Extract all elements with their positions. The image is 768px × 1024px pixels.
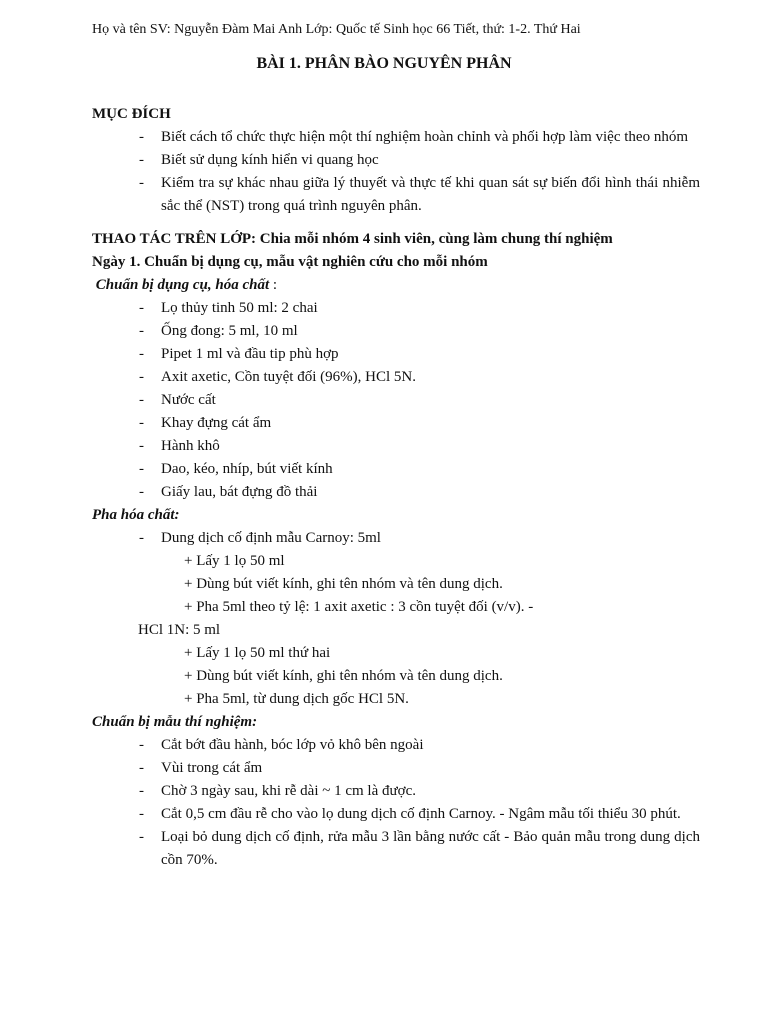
list-item: - Chờ 3 ngày sau, khi rễ dài ~ 1 cm là được. — [92, 780, 700, 803]
step-item: + Lấy 1 lọ 50 ml thứ hai — [184, 645, 331, 661]
list-item: - Pipet 1 ml và đầu tip phù hợp — [92, 343, 700, 366]
carnoy-steps — [92, 550, 700, 619]
list-item: - Hành khô — [92, 435, 700, 458]
student-info-line: Họ và tên SV: Nguyễn Đàm Mai Anh Lớp: Quốc tế Sinh học 66 Tiết, thứ: 1-2. Thứ Hai — [92, 22, 581, 37]
list-item: - Giấy lau, bát đựng đồ thải — [92, 481, 700, 504]
list-item: - Biết cách tổ chức thực hiện một thí nghiệm hoàn chỉnh và phối hợp làm việc theo nhóm — [92, 126, 700, 149]
list-item: - Dung dịch cố định mẫu Carnoy: 5ml — [92, 527, 700, 550]
subheading-dung-cu-colon: : — [269, 277, 278, 293]
subheading-dung-cu-text: Chuẩn bị dụng cụ, hóa chất — [95, 277, 270, 293]
chuan-bi-mau-list — [92, 734, 700, 872]
list-item: - Vùi trong cát ẩm — [92, 757, 700, 780]
list-item: - Biết sử dụng kính hiển vi quang học — [92, 149, 700, 172]
pha-hoa-chat-list — [92, 527, 700, 550]
step-item: + Pha 5ml, từ dung dịch gốc HCl 5N. — [184, 691, 409, 707]
muc-dich-list — [92, 126, 700, 218]
step-item: + Dùng bút viết kính, ghi tên nhóm và tên dung dịch. — [184, 576, 503, 592]
step-item: + Dùng bút viết kính, ghi tên nhóm và tên dung dịch. — [184, 668, 503, 684]
hcl-label: HCl 1N: 5 ml — [138, 622, 221, 638]
list-item: - Ống đong: 5 ml, 10 ml — [92, 320, 700, 343]
list-item: - Axit axetic, Cồn tuyệt đối (96%), HCl 5N. — [92, 366, 700, 389]
list-item: - Loại bỏ dung dịch cố định, rửa mẫu 3 lần bằng nước cất - Bảo quản mẫu trong dung dịch cồn 70%. — [92, 826, 700, 872]
dung-cu-list — [92, 297, 700, 504]
day-1-heading: Ngày 1. Chuẩn bị dụng cụ, mẫu vật nghiên cứu cho mỗi nhóm — [92, 254, 488, 270]
hcl-steps — [92, 642, 700, 711]
list-item: - Kiểm tra sự khác nhau giữa lý thuyết và thực tế khi quan sát sự biến đổi hình thái nhiễm sắc thể (NST) trong quá trình nguyên phân. — [92, 172, 700, 218]
list-item: - Nước cất — [92, 389, 700, 412]
subheading-dung-cu — [92, 274, 700, 297]
subheading-pha-hoa-chat: Pha hóa chất: — [92, 507, 180, 523]
list-item: - Lọ thủy tinh 50 ml: 2 chai — [92, 297, 700, 320]
list-item: - Cắt bớt đầu hành, bóc lớp vỏ khô bên ngoài — [92, 734, 700, 757]
step-item: + Pha 5ml theo tỷ lệ: 1 axit axetic : 3 cồn tuyệt đối (v/v). - — [184, 599, 534, 615]
list-item: - Dao, kéo, nhíp, bút viết kính — [92, 458, 700, 481]
list-item: - Khay đựng cát ẩm — [92, 412, 700, 435]
section-heading-muc-dich: MỤC ĐÍCH — [92, 106, 171, 122]
page-title: BÀI 1. PHÂN BÀO NGUYÊN PHÂN — [256, 55, 512, 72]
list-item: - Cắt 0,5 cm đầu rễ cho vào lọ dung dịch cố định Carnoy. - Ngâm mẫu tối thiểu 30 phút. — [92, 803, 700, 826]
subheading-chuan-bi-mau: Chuẩn bị mẫu thí nghiệm: — [92, 714, 258, 730]
step-item: + Lấy 1 lọ 50 ml — [184, 553, 285, 569]
section-heading-thao-tac: THAO TÁC TRÊN LỚP: Chia mỗi nhóm 4 sinh viên, cùng làm chung thí nghiệm — [92, 231, 613, 247]
document-body — [92, 103, 700, 872]
